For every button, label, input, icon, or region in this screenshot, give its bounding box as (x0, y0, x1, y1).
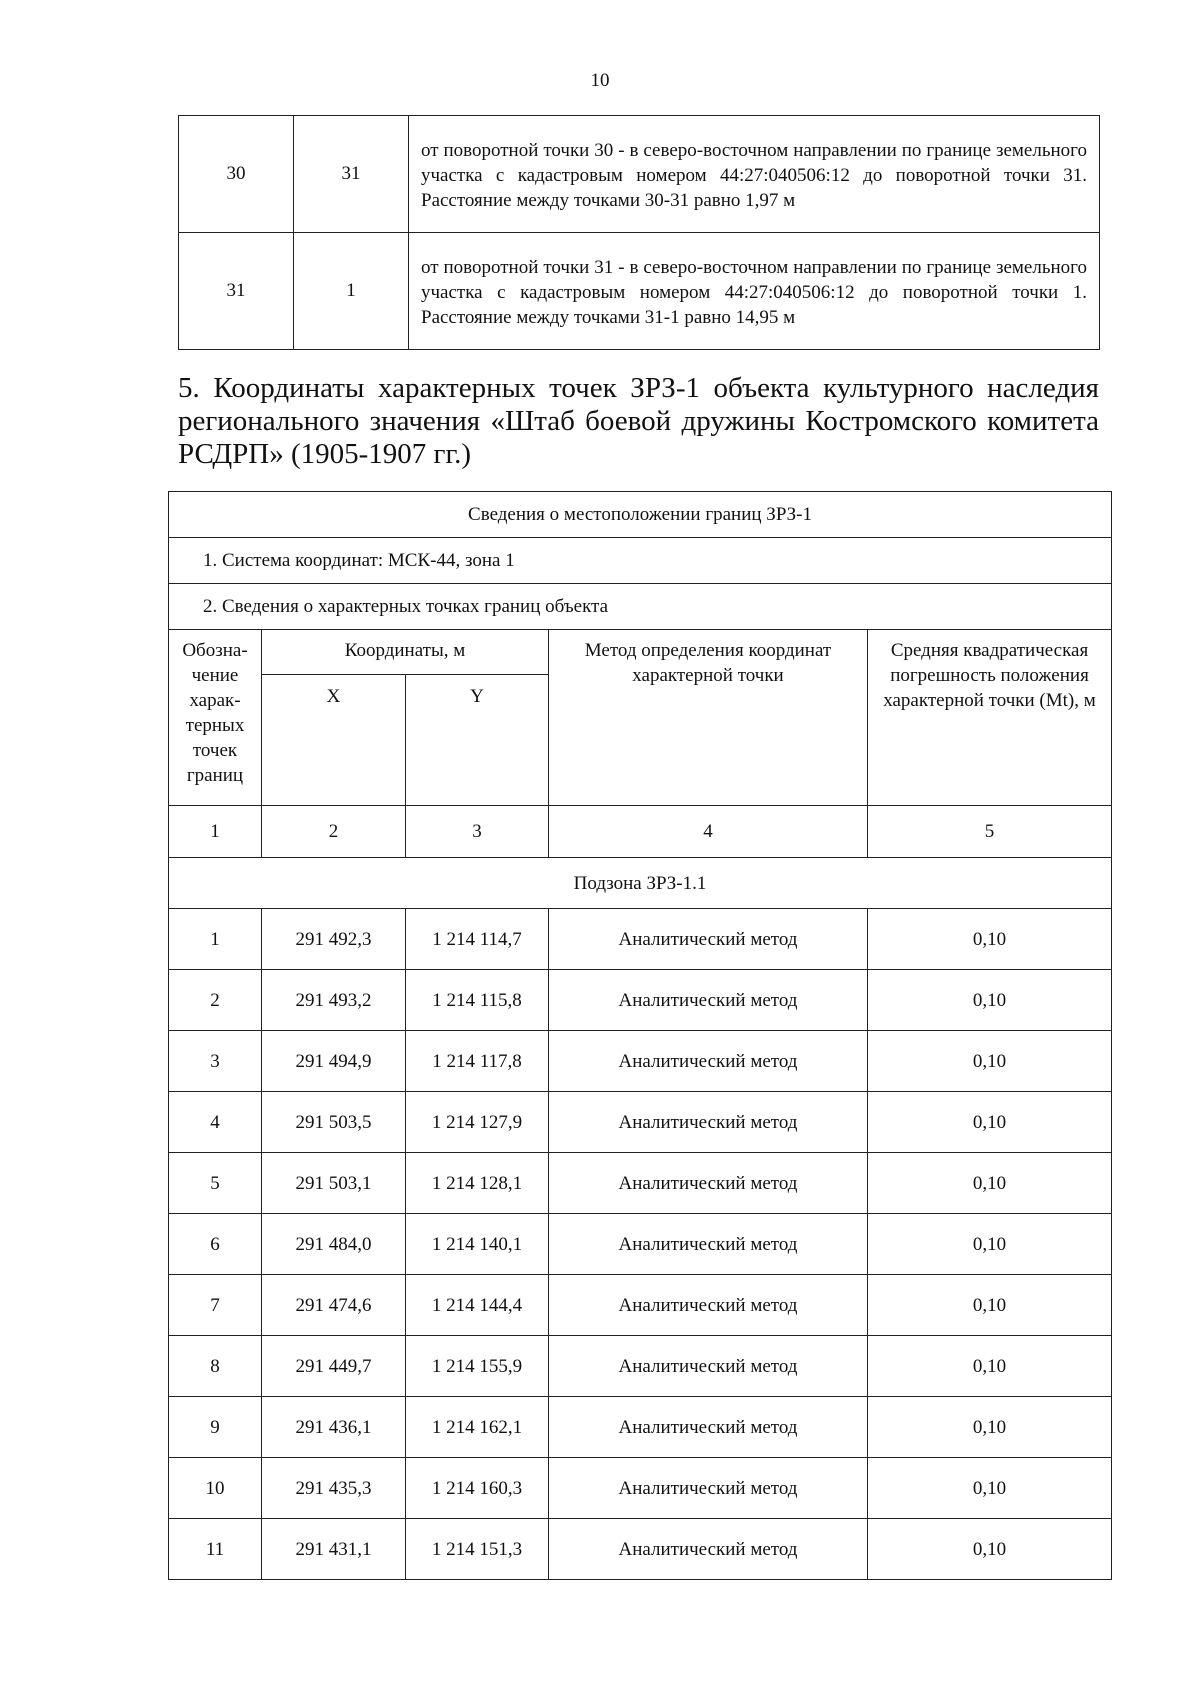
y-coordinate: 1 214 115,8 (406, 970, 549, 1031)
x-coordinate: 291 484,0 (262, 1214, 406, 1275)
x-coordinate: 291 494,9 (262, 1031, 406, 1092)
coordinate-system: 1. Система координат: МСК-44, зона 1 (169, 538, 1112, 584)
coordinates-table (168, 491, 1112, 1580)
y-coordinate: 1 214 117,8 (406, 1031, 549, 1092)
point-number: 7 (169, 1275, 262, 1336)
accuracy-value: 0,10 (868, 1275, 1112, 1336)
coordinate-system-row (169, 538, 1112, 584)
point-number: 9 (169, 1397, 262, 1458)
points-caption: 2. Сведения о характерных точках границ объекта (169, 584, 1112, 630)
table-row (169, 1031, 1112, 1092)
determination-method: Аналитический метод (549, 970, 868, 1031)
accuracy-value: 0,10 (868, 1092, 1112, 1153)
point-number: 2 (169, 970, 262, 1031)
page-number: 10 (590, 70, 610, 91)
determination-method: Аналитический метод (549, 1031, 868, 1092)
column-number: 1 (169, 806, 262, 858)
section-heading: 5. Координаты характерных точек ЗРЗ-1 объекта культурного наследия регионального значения «Штаб боевой дружины Костромского комитета РСДРП» (1905-1907 гг.) (178, 372, 1099, 470)
from-point: 31 (179, 233, 294, 350)
determination-method: Аналитический метод (549, 909, 868, 970)
determination-method: Аналитический метод (549, 1153, 868, 1214)
boundary-description: от поворотной точки 30 - в северо-восточном направлении по границе земельного участка с кадастровым номером 44:27:040506:12 до поворотной точки 31. Расстояние между точками 30-31 равно 1,97 м (409, 116, 1100, 233)
point-number: 5 (169, 1153, 262, 1214)
determination-method: Аналитический метод (549, 1092, 868, 1153)
accuracy-value: 0,10 (868, 909, 1112, 970)
boundary-description-table (178, 115, 1100, 350)
x-coordinate: 291 503,1 (262, 1153, 406, 1214)
table-row (169, 970, 1112, 1031)
y-coordinate: 1 214 127,9 (406, 1092, 549, 1153)
determination-method: Аналитический метод (549, 1336, 868, 1397)
method-header: Метод определения координат характерной точки (549, 630, 868, 806)
y-coordinate: 1 214 155,9 (406, 1336, 549, 1397)
point-number: 1 (169, 909, 262, 970)
boundary-description: от поворотной точки 31 - в северо-восточном направлении по границе земельного участка с кадастровым номером 44:27:040506:12 до поворотной точки 1. Расстояние между точками 31-1 равно 14,95 м (409, 233, 1100, 350)
y-coordinate: 1 214 114,7 (406, 909, 549, 970)
y-coordinate: 1 214 128,1 (406, 1153, 549, 1214)
y-coordinate: 1 214 144,4 (406, 1275, 549, 1336)
accuracy-value: 0,10 (868, 1336, 1112, 1397)
table-row (179, 116, 1100, 233)
column-number: 2 (262, 806, 406, 858)
x-coordinate: 291 449,7 (262, 1336, 406, 1397)
accuracy-header: Средняя квадратическая погрешность положения характерной точки (Mt), м (868, 630, 1112, 806)
table-title: Сведения о местоположении границ ЗРЗ-1 (169, 492, 1112, 538)
table-row (169, 1519, 1112, 1580)
point-number: 11 (169, 1519, 262, 1580)
point-number: 10 (169, 1458, 262, 1519)
column-number: 3 (406, 806, 549, 858)
determination-method: Аналитический метод (549, 1458, 868, 1519)
points-caption-row (169, 584, 1112, 630)
accuracy-value: 0,10 (868, 1397, 1112, 1458)
y-header: Y (406, 675, 549, 806)
subzone-row (169, 858, 1112, 909)
point-number: 6 (169, 1214, 262, 1275)
table-row (169, 1275, 1112, 1336)
point-number: 3 (169, 1031, 262, 1092)
y-coordinate: 1 214 140,1 (406, 1214, 549, 1275)
column-number-row (169, 806, 1112, 858)
coordinates-header: Координаты, м (262, 630, 549, 675)
accuracy-value: 0,10 (868, 1031, 1112, 1092)
point-number: 4 (169, 1092, 262, 1153)
to-point: 1 (294, 233, 409, 350)
table-row (169, 909, 1112, 970)
x-coordinate: 291 493,2 (262, 970, 406, 1031)
y-coordinate: 1 214 162,1 (406, 1397, 549, 1458)
x-coordinate: 291 435,3 (262, 1458, 406, 1519)
point-number: 8 (169, 1336, 262, 1397)
x-coordinate: 291 436,1 (262, 1397, 406, 1458)
x-coordinate: 291 474,6 (262, 1275, 406, 1336)
header-row (169, 630, 1112, 675)
column-number: 5 (868, 806, 1112, 858)
table-row (179, 233, 1100, 350)
accuracy-value: 0,10 (868, 1458, 1112, 1519)
determination-method: Аналитический метод (549, 1275, 868, 1336)
determination-method: Аналитический метод (549, 1397, 868, 1458)
accuracy-value: 0,10 (868, 970, 1112, 1031)
table-row (169, 1458, 1112, 1519)
to-point: 31 (294, 116, 409, 233)
accuracy-value: 0,10 (868, 1214, 1112, 1275)
x-header: X (262, 675, 406, 806)
column-number: 4 (549, 806, 868, 858)
points-body (169, 909, 1112, 1580)
designation-header: Обозна- чение харак- терных точек границ (169, 630, 262, 806)
x-coordinate: 291 492,3 (262, 909, 406, 970)
y-coordinate: 1 214 160,3 (406, 1458, 549, 1519)
x-coordinate: 291 503,5 (262, 1092, 406, 1153)
table-row (169, 1336, 1112, 1397)
from-point: 30 (179, 116, 294, 233)
y-coordinate: 1 214 151,3 (406, 1519, 549, 1580)
x-coordinate: 291 431,1 (262, 1519, 406, 1580)
accuracy-value: 0,10 (868, 1519, 1112, 1580)
table-row (169, 1153, 1112, 1214)
determination-method: Аналитический метод (549, 1214, 868, 1275)
determination-method: Аналитический метод (549, 1519, 868, 1580)
table-row (169, 1214, 1112, 1275)
table-row (169, 1397, 1112, 1458)
table-title-row (169, 492, 1112, 538)
subzone-label: Подзона ЗРЗ-1.1 (169, 858, 1112, 909)
table-row (169, 1092, 1112, 1153)
accuracy-value: 0,10 (868, 1153, 1112, 1214)
